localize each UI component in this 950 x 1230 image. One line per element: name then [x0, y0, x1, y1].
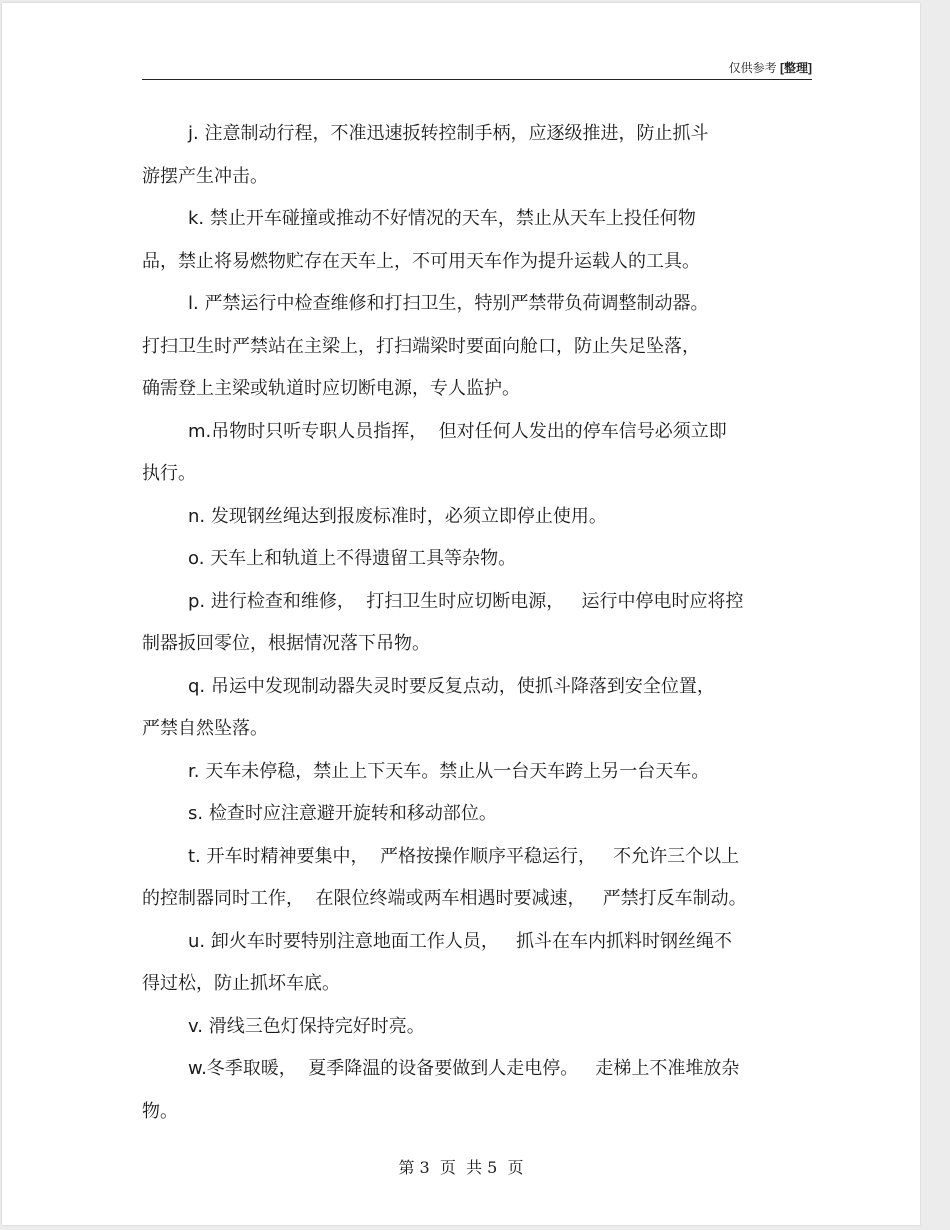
paragraph-line: m.吊物时只听专职人员指挥， 但对任何人发出的停车信号必须立即 — [188, 420, 727, 442]
paragraph-line: v. 滑线三色灯保持完好时亮。 — [188, 1015, 425, 1037]
paragraph — [142, 198, 810, 283]
paragraph — [142, 793, 810, 836]
paragraph-line: 打扫卫生时严禁站在主梁上，打扫端梁时要面向舱口，防止失足坠落， — [142, 335, 700, 357]
paragraph — [142, 581, 810, 666]
paragraph — [142, 496, 810, 539]
paragraph — [142, 1006, 810, 1049]
paragraph-line: o. 天车上和轨道上不得遗留工具等杂物。 — [188, 548, 517, 569]
paragraph-line: 得过松，防止抓坏车底。 — [142, 973, 340, 994]
paragraph-line: u. 卸火车时要特别注意地面工作人员， 抓斗在车内抓料时钢丝绳不 — [188, 930, 733, 952]
paragraph-line: 制器扳回零位，根据情况落下吊物。 — [142, 633, 430, 654]
paragraph — [142, 1048, 810, 1133]
paragraph — [142, 836, 810, 921]
paragraph-line: 品，禁止将易燃物贮存在天车上，不可用天车作为提升运载人的工具。 — [142, 250, 700, 272]
paragraph-line: t. 开车时精神要集中， 严格按操作顺序平稳运行， 不允许三个以上 — [188, 845, 740, 867]
paragraph — [142, 751, 810, 794]
paragraph-line: 执行。 — [142, 463, 196, 484]
paragraph-line: p. 进行检查和维修， 打扫卫生时应切断电源， 运行中停电时应将控 — [188, 590, 744, 612]
paragraph-line: q. 吊运中发现制动器失灵时要反复点动，使抓斗降落到安全位置， — [188, 675, 715, 697]
page-header — [142, 57, 812, 80]
paragraph-line: s. 检查时应注意避开旋转和移动部位。 — [188, 803, 497, 824]
header-note — [729, 59, 812, 76]
header-label: 仅供参考 — [728, 61, 777, 75]
paragraph-line: k. 禁止开车碰撞或推动不好情况的天车，禁止从天车上投任何物 — [188, 208, 696, 229]
paragraph-line: w.冬季取暖， 夏季降温的设备要做到人走电停。 走梯上不准堆放杂 — [188, 1058, 740, 1079]
paragraph — [142, 538, 810, 581]
document-page — [2, 3, 920, 1225]
paragraph — [142, 113, 810, 198]
paragraph-line: 的控制器同时工作， 在限位终端或两车相遇时要减速， 严禁打反车制动。 — [142, 888, 747, 909]
paragraph-line: l. 严禁运行中检查维修和打扫卫生，特别严禁带负荷调整制动器。 — [188, 293, 709, 314]
paragraph-line: j. 注意制动行程，不准迅速扳转控制手柄，应逐级推进，防止抓斗 — [188, 123, 709, 144]
paragraph-line: 确需登上主梁或轨道时应切断电源，专人监护。 — [142, 378, 520, 399]
paragraph-line: n. 发现钢丝绳达到报废标准时，必须立即停止使用。 — [188, 505, 607, 527]
paragraph-line: 游摆产生冲击。 — [142, 165, 268, 187]
paragraph-line: 物。 — [142, 1100, 178, 1122]
paragraph — [142, 283, 810, 411]
document-body — [142, 113, 810, 1133]
header-tag: [整理] — [780, 61, 812, 75]
paragraph-line: r. 天车未停稳，禁止上下天车。禁止从一台天车跨上另一台天车。 — [188, 760, 710, 782]
paragraph — [142, 921, 810, 1006]
paragraph — [142, 666, 810, 751]
page-footer: 第 3 页 共 5 页 — [398, 1158, 524, 1177]
paragraph-line: 严禁自然坠落。 — [142, 718, 268, 739]
paragraph — [142, 411, 810, 496]
